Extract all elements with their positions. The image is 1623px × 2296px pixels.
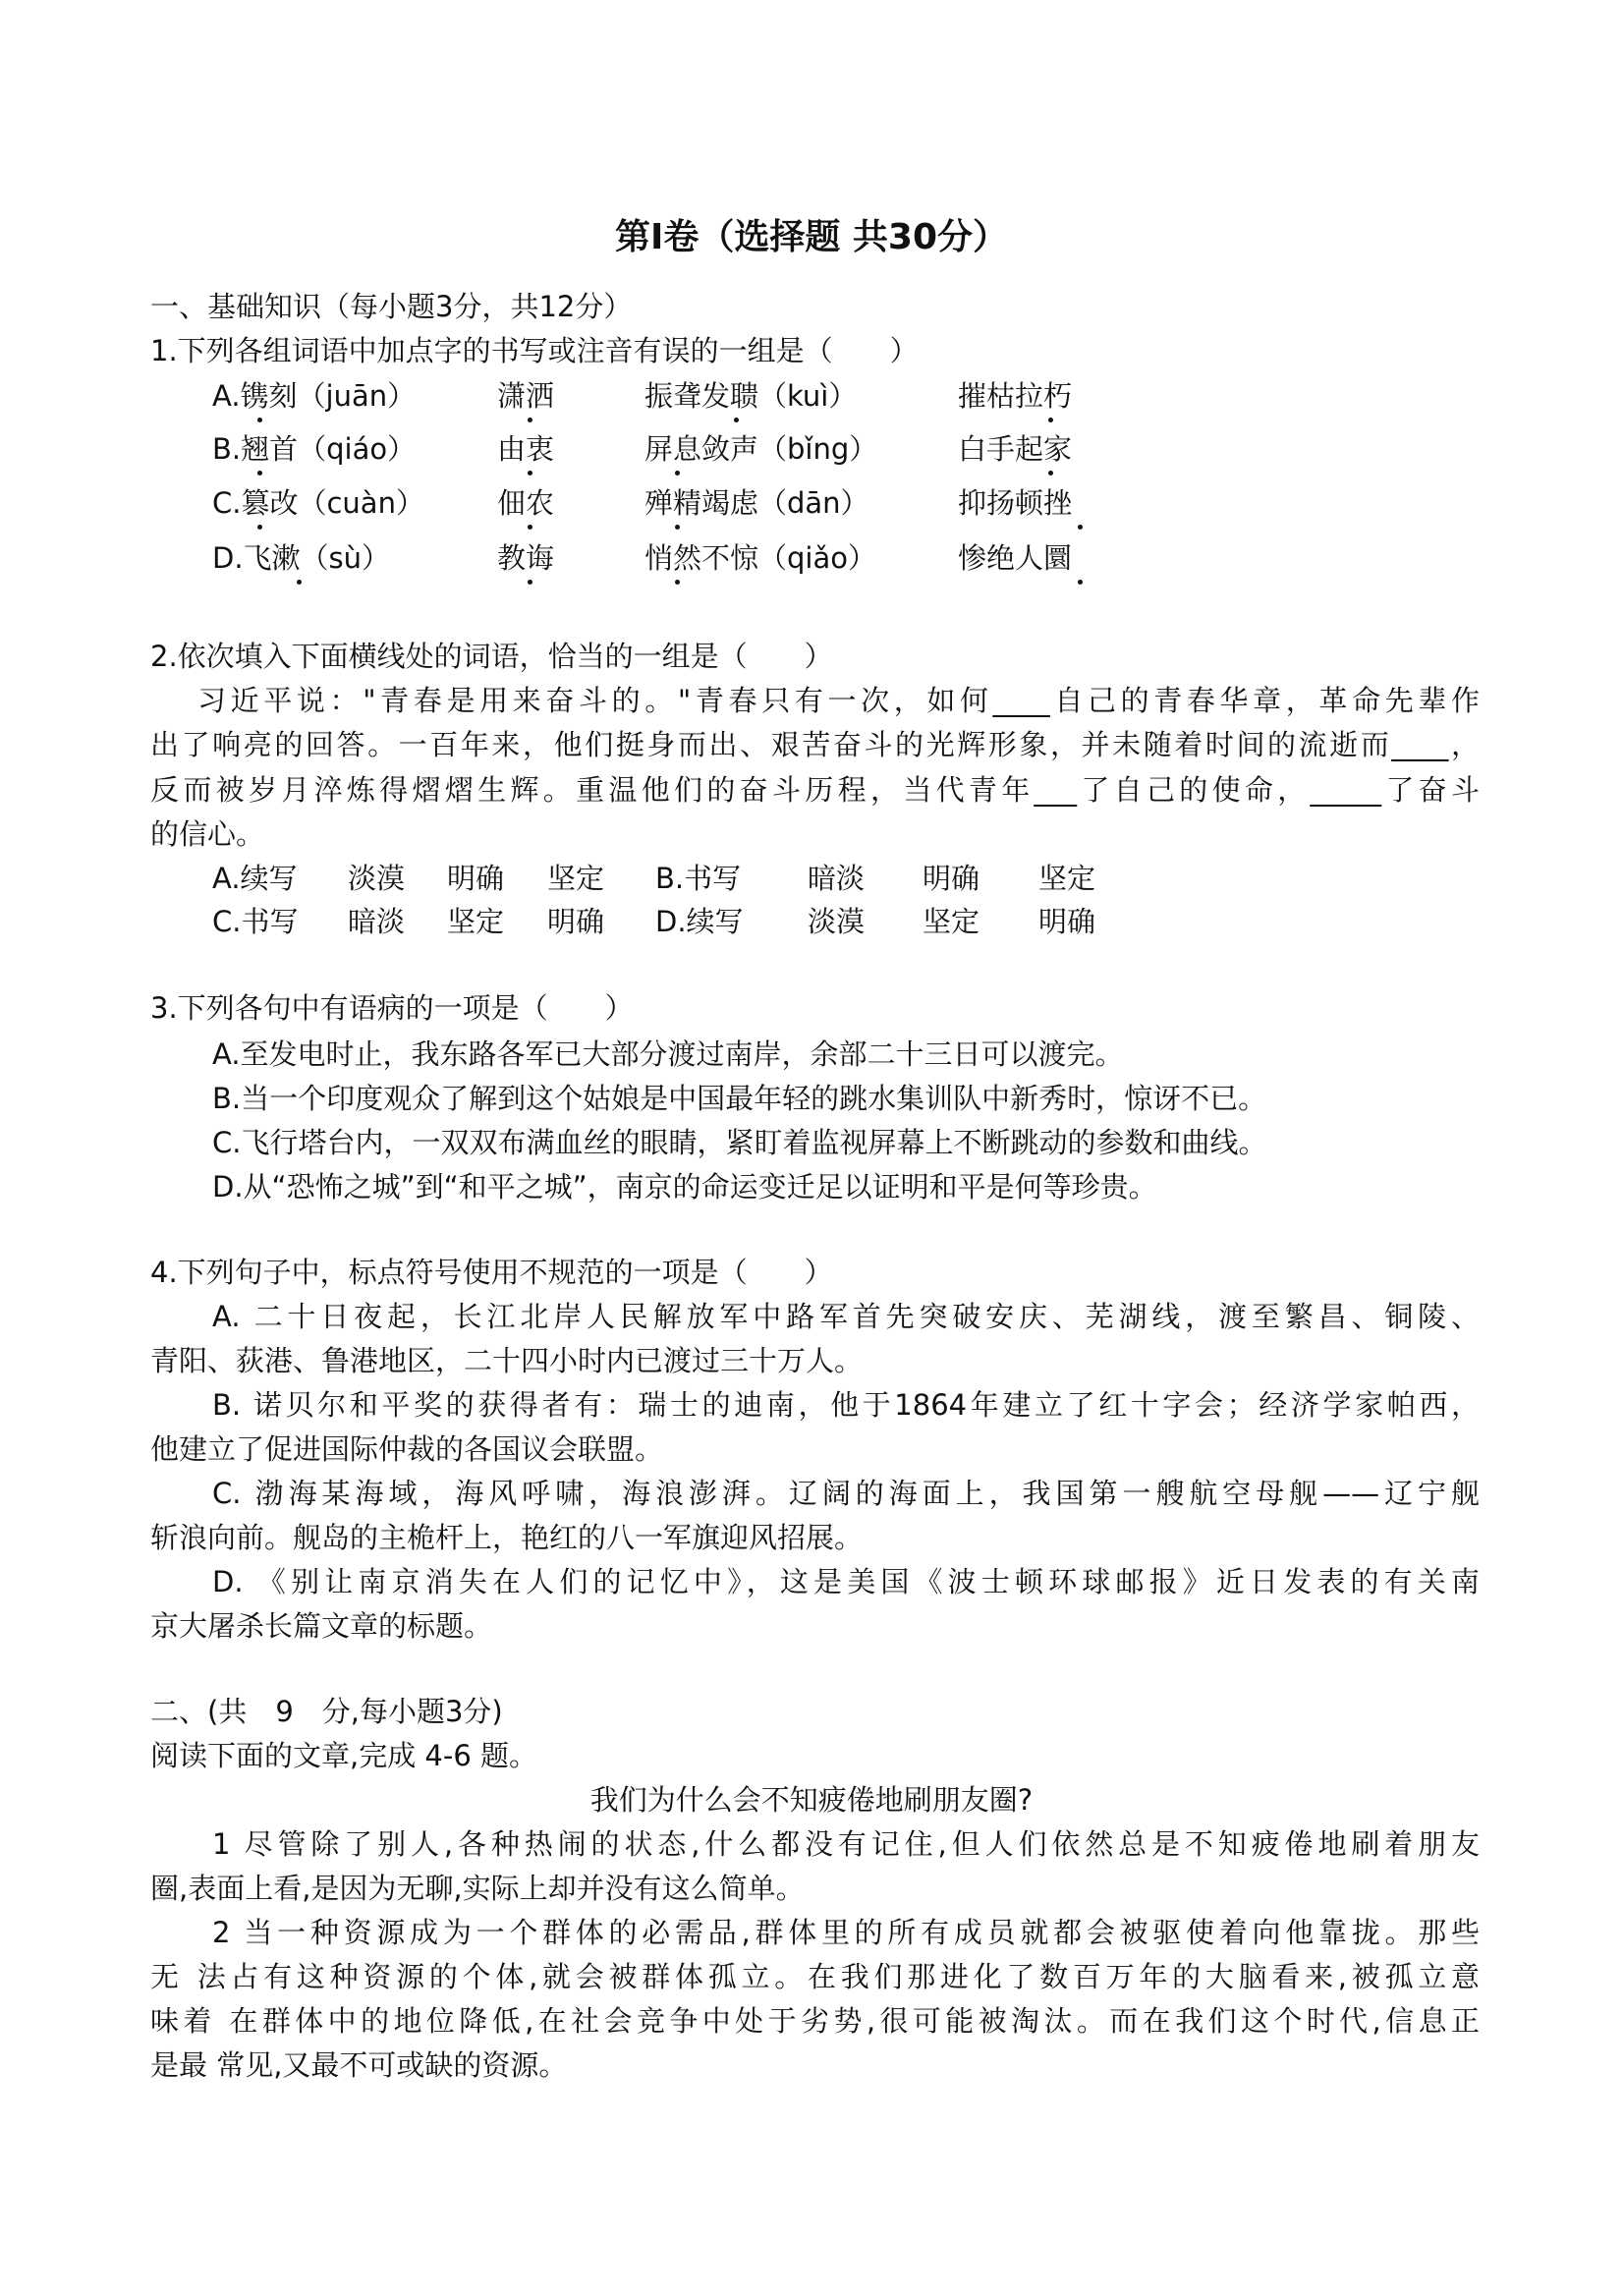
- q2-stem: 2.依次填入下面横线处的词语，恰当的一组是（ ）: [150, 640, 833, 673]
- q2-passage-line: 的信心。: [150, 817, 265, 851]
- q1-option-d-word3: 悄然不惊（qiǎo）: [644, 541, 876, 575]
- q2-option-c-word: 暗淡: [348, 905, 406, 938]
- q4-line: D. 《别让南京消失在人们的记忆中》，这是美国《波士顿环球邮报》近日发表的有关南: [212, 1565, 1480, 1598]
- q1-option-d-word1: D.飞漱（sù）: [212, 541, 391, 575]
- article-paragraph-line: 味着 在群体中的地位降低,在社会竞争中处于劣势,很可能被淘汰。而在我们这个时代,信息正: [150, 2004, 1480, 2038]
- q3-option-b: B.当一个印度观众了解到这个姑娘是中国最年轻的跳水集训队中新秀时，惊讶不已。: [212, 1082, 1267, 1115]
- q1-option-d-word4: 惨绝人圜: [958, 541, 1073, 575]
- q2-option-b-word: 明确: [923, 862, 980, 895]
- q3-option-c: C.飞行塔台内，一双双布满血丝的眼睛，紧盯着监视屏幕上不断跳动的参数和曲线。: [212, 1126, 1267, 1159]
- q2-passage-line: 出了响亮的回答。一百年来，他们挺身而出、艰苦奋斗的光辉形象，并未随着时间的流逝而____，: [150, 728, 1480, 761]
- section1-header: 一、基础知识（每小题3分，共12分）: [150, 290, 633, 323]
- q1-stem: 1.下列各组词语中加点字的书写或注音有误的一组是（ ）: [150, 334, 919, 367]
- emphasis-dot: [675, 525, 680, 530]
- emphasis-dot: [528, 580, 532, 585]
- q2-option-d-word: 淡漠: [808, 905, 866, 938]
- q2-option-c-word: 明确: [547, 905, 605, 938]
- q2-option-a-word: 坚定: [547, 862, 605, 895]
- q1-option-b-word4: 白手起家: [958, 432, 1073, 466]
- q4-line: A. 二十日夜起，长江北岸人民解放军中路军首先突破安庆、芜湖线，渡至繁昌、铜陵、: [212, 1300, 1480, 1333]
- q2-option-b: B.书写: [655, 862, 742, 895]
- section2-instruction: 阅读下面的文章,完成 4-6 题。: [150, 1739, 538, 1772]
- emphasis-dot: [528, 471, 532, 476]
- article-paragraph-line: 1 尽管除了别人,各种热闹的状态,什么都没有记住,但人们依然总是不知疲倦地刷着朋友: [212, 1827, 1480, 1861]
- q1-option-b-word2: 由衷: [497, 432, 555, 466]
- q2-option-b-word: 坚定: [1038, 862, 1096, 895]
- emphasis-dot: [528, 418, 532, 422]
- emphasis-dot: [257, 525, 262, 530]
- q1-option-c-word3: 殚精竭虑（dān）: [644, 486, 869, 520]
- q1-option-b-word1: B.翘首（qiáo）: [212, 432, 417, 466]
- emphasis-dot: [675, 580, 680, 585]
- emphasis-dot: [528, 525, 532, 530]
- q1-option-a-word1: A.镌刻（juān）: [212, 379, 417, 413]
- emphasis-dot: [297, 580, 302, 585]
- q4-line: 青阳、荻港、鲁港地区，二十四小时内已渡过三十万人。: [150, 1344, 864, 1377]
- q2-option-a-word: 明确: [447, 862, 505, 895]
- emphasis-dot: [1078, 525, 1083, 530]
- q1-option-a-word3: 振聋发聩（kuì）: [644, 379, 858, 413]
- q3-option-d: D.从“恐怖之城”到“和平之城”，南京的命运变迁足以证明和平是何等珍贵。: [212, 1170, 1157, 1204]
- q2-passage-line: 反而被岁月淬炼得熠熠生辉。重温他们的奋斗历程，当代青年___了自己的使命，_____了奋斗: [150, 773, 1480, 807]
- q1-option-c-word2: 佃农: [497, 486, 555, 520]
- q2-option-d-word: 坚定: [923, 905, 980, 938]
- section2-header: 二、(共 9 分,每小题3分): [150, 1695, 503, 1728]
- q2-option-b-word: 暗淡: [808, 862, 866, 895]
- emphasis-dot: [1078, 580, 1083, 585]
- q4-stem: 4.下列句子中，标点符号使用不规范的一项是（ ）: [150, 1256, 833, 1289]
- q2-option-c-word: 坚定: [447, 905, 505, 938]
- q1-option-c-word4: 抑扬顿挫: [958, 486, 1073, 520]
- q4-line: 斩浪向前。舰岛的主桅杆上，艳红的八一军旗迎风招展。: [150, 1521, 864, 1554]
- emphasis-dot: [257, 418, 262, 422]
- q2-option-c: C.书写: [212, 905, 299, 938]
- article-paragraph-line: 无 法占有这种资源的个体,就会被群体孤立。在我们那进化了数百万年的大脑看来,被孤立意: [150, 1960, 1480, 1993]
- q4-line: C. 渤海某海域，海风呼啸，海浪澎湃。辽阔的海面上，我国第一艘航空母舰——辽宁舰: [212, 1477, 1480, 1510]
- q2-option-d: D.续写: [655, 905, 744, 938]
- q1-option-d-word2: 教诲: [497, 541, 555, 575]
- q4-line: 他建立了促进国际仲裁的各国议会联盟。: [150, 1432, 664, 1466]
- q3-option-a: A.至发电时止，我东路各军已大部分渡过南岸，余部二十三日可以渡完。: [212, 1037, 1124, 1071]
- q2-option-a: A.续写: [212, 862, 298, 895]
- emphasis-dot: [734, 418, 739, 422]
- emphasis-dot: [1048, 418, 1053, 422]
- q4-line: 京大屠杀长篇文章的标题。: [150, 1609, 493, 1643]
- article-paragraph-line: 是最 常见,又最不可或缺的资源。: [150, 2048, 568, 2082]
- q1-option-c-word1: C.篡改（cuàn）: [212, 486, 424, 520]
- q4-line: B. 诺贝尔和平奖的获得者有：瑞士的迪南，他于1864年建立了红十字会；经济学家帕西，: [212, 1388, 1480, 1422]
- emphasis-dot: [1048, 471, 1053, 476]
- article-paragraph-line: 圈,表面上看,是因为无聊,实际上却并没有这么简单。: [150, 1872, 805, 1905]
- q1-option-b-word3: 屏息敛声（bǐng）: [644, 432, 878, 466]
- article-paragraph-line: 2 当一种资源成为一个群体的必需品,群体里的所有成员就都会被驱使着向他靠拢。那些: [212, 1916, 1480, 1949]
- q2-option-d-word: 明确: [1038, 905, 1096, 938]
- emphasis-dot: [675, 471, 680, 476]
- q2-passage-line: 习近平说："青春是用来奋斗的。"青春只有一次，如何____自己的青春华章，革命先辈作: [197, 684, 1480, 717]
- q3-stem: 3.下列各句中有语病的一项是（ ）: [150, 991, 634, 1025]
- q1-option-a-word4: 摧枯拉朽: [958, 379, 1073, 413]
- q1-option-a-word2: 潇洒: [497, 379, 555, 413]
- q2-option-a-word: 淡漠: [348, 862, 406, 895]
- emphasis-dot: [257, 471, 262, 476]
- paper-title: 第Ⅰ卷（选择题 共30分）: [614, 217, 1009, 257]
- article-title: 我们为什么会不知疲倦地刷朋友圈?: [589, 1783, 1034, 1817]
